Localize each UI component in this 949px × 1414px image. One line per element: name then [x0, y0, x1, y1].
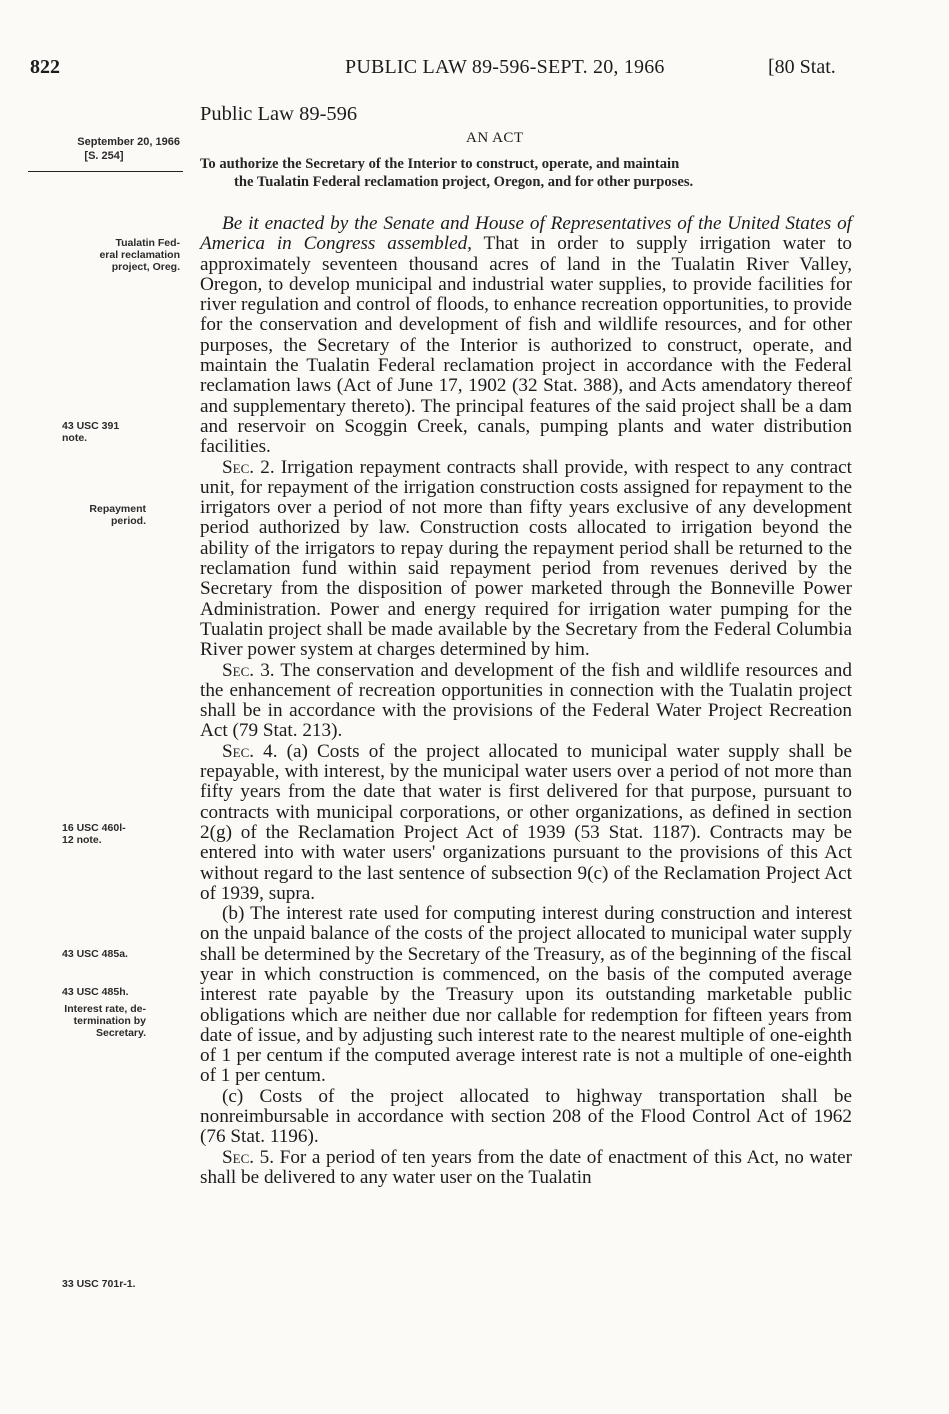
section-4c: (c) Costs of the project allocated to highway transportation shall be nonreimbursable in accordance with section 208 of the Flood Control Act of 1962 (76 Stat. 1196). — [200, 1085, 852, 1148]
sidenote-line: termination by — [73, 1015, 146, 1027]
section-4-label: Sec. 4. — [222, 740, 278, 762]
sidenote-line: Secretary. — [95, 1027, 146, 1039]
running-title: PUBLIC LAW 89-596-SEPT. 20, 1966 — [345, 56, 665, 78]
section-4a — [200, 742, 852, 904]
sidenote-line: Tualatin Fed- — [115, 237, 180, 249]
section-4a-text: (a) Costs of the project allocated to municipal water supply shall be repayable, with interest, by the municipal water users over a period of not more than fifty years from the date that water is first delivered for that purpose, pursuant to contracts with municipal corporations, or other organizations, as defined in section 2(g) of the Reclamation Project Act of 1939 (53 Stat. 1187). Contracts may be entered into with water users' organizations pursuant to the provisions of this Act without regard to the last sentence of subsection 9(c) of the Reclamation Project Act of 1939, supra. — [200, 740, 853, 904]
section-2-text: Irrigation repayment contracts shall provide, with respect to any contract unit, for repayment of the irrigation construction costs assigned for repayment to the irrigators over a period of not more than fifty years exclusive of any development period authorized by law. Construction costs allocated to irrigation beyond the ability of the irrigators to repay during the repayment period shall be returned to the reclamation fund within said repayment period from revenues derived by the Secretary from the disposition of power marketed through the Bonneville Power Administration. Power and energy required for irrigation water pumping for the Tualatin project shall be made available by the Secretary from the Federal Columbia River power system at charges determined by him. — [200, 456, 852, 661]
section-4b: (b) The interest rate used for computing interest during construction and interest on the unpaid balance of the costs of the project allocated to municipal water supply shall be determined by the Secretary of the Treasury, as of the beginning of the fiscal year in which construction is commenced, on the basis of the computed average interest rate payable by the Treasury upon its outstanding marketable public obligations which are neither due nor callable for redemption for fifteen years from date of issue, and by adjusting such interest rate to the nearest multiple of one-eighth of 1 per centum if the computed average interest rate is not a multiple of one-eighth of 1 per centum. — [200, 903, 852, 1087]
sidenote-line: 16 USC 460l- — [62, 822, 126, 834]
purpose-line-2: the Tualatin Federal reclamation project, Oregon, and for other purposes. — [234, 174, 694, 190]
section-3-label: Sec. 3. — [222, 659, 275, 681]
sidenote-line: Interest rate, de- — [64, 1003, 146, 1015]
sidenote-line: project, Oreg. — [111, 261, 180, 273]
act-body — [200, 214, 852, 1188]
sidenote-interest-rate — [28, 1003, 146, 1039]
sidenote-project — [28, 237, 180, 273]
sidenote-line: eral reclamation — [99, 249, 180, 261]
sidenote-rule — [28, 171, 183, 172]
sidenote-date: September 20, 1966 — [77, 136, 180, 148]
sidenote-usc-485h: 43 USC 485h. — [62, 986, 129, 998]
purpose-line-1: To authorize the Secretary of the Interior to construct, operate, and maintain — [200, 156, 680, 172]
sidenote-line: period. — [110, 515, 146, 527]
page-header — [0, 56, 949, 86]
section-3 — [200, 661, 852, 742]
section-5-text: For a period of ten years from the date of enactment of this Act, no water shall be delivered to any water user on the Tualatin — [200, 1146, 852, 1188]
section-1-text: That in order to supply irrigation water to approximately seventeen thousand acres of land in the Tualatin River Valley, Oregon, to develop municipal and industrial water supplies, to provide facilities for river regulation and control of floods, to enhance recreation opportunities, to provide for the conservation and development of fish and wildlife resources, and for other purposes, the Secretary of the Interior is authorized to construct, operate, and maintain the Tualatin Federal reclamation project in accordance with the Federal reclamation laws (Act of June 17, 1902 (32 Stat. 388), and Acts amendatory thereof and supplementary thereto). The principal features of the said project shall be a dam and reservoir on Scoggin Creek, canals, pumping plants and water distribution facilities. — [200, 233, 852, 458]
section-2-label: Sec. 2. — [222, 456, 275, 478]
sidenote-usc-391 — [62, 420, 182, 444]
section-5 — [200, 1148, 852, 1189]
section-2 — [200, 458, 852, 661]
section-5-label: Sec. 5. — [222, 1146, 275, 1168]
act-purpose — [200, 155, 855, 191]
sidenote-bill-number: [S. 254] — [84, 150, 124, 162]
sidenote-line: 43 USC 391 — [62, 420, 120, 432]
volume-reference: [80 Stat. — [768, 56, 836, 78]
sidenote-usc-460 — [62, 822, 182, 846]
page-number: 822 — [30, 56, 60, 78]
sidenote-line: Repayment — [89, 503, 146, 515]
section-3-text: The conservation and development of the fish and wildlife resources and the enhancement of recreation opportunities in connection with the Tualatin project shall be in accordance with the provisions of the Federal Water Project Recreation Act (79 Stat. 213). — [200, 659, 852, 742]
enacting-clause: Be it enacted by the Senate and House of Representatives of the United States of America in Congress assembled, — [200, 213, 852, 255]
sidenote-line: note. — [62, 432, 88, 444]
sidenote-usc-485a: 43 USC 485a. — [62, 948, 128, 960]
section-1 — [200, 214, 852, 458]
sidenote-repayment — [28, 503, 146, 527]
an-act-heading: AN ACT — [466, 130, 524, 146]
sidenote-usc-701r: 33 USC 701r-1. — [62, 1278, 136, 1290]
sidenote-line: 12 note. — [62, 834, 102, 846]
public-law-title: Public Law 89-596 — [200, 103, 358, 125]
